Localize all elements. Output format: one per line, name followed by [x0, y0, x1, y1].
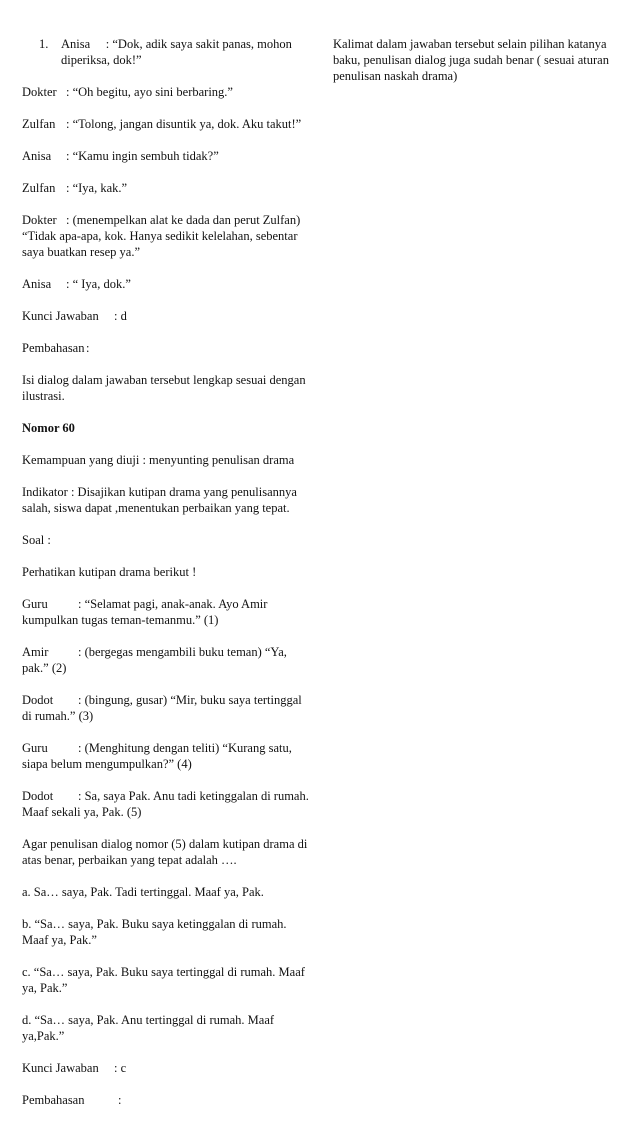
list-item-text	[61, 36, 314, 68]
speaker-name: Dodot	[22, 693, 54, 707]
dialog-text: : (bingung, gusar) “Mir, buku saya tertinggal di rumah.” (3)	[22, 693, 302, 723]
discussion-text: Isi dialog dalam jawaban tersebut lengkap sesuai dengan ilustrasi.	[22, 373, 306, 403]
drama-line	[22, 644, 314, 676]
dialog-text: : (menempelkan alat ke dada dan perut Zulfan) “Tidak apa-apa, kok. Hanya sedikit kelelahan, sebentar saya buatkan resep ya.”	[22, 213, 301, 259]
dialog-text: : “Iya, kak.”	[66, 181, 128, 195]
dialog-line	[22, 212, 314, 260]
option-b: b. “Sa… saya, Pak. Buku saya ketinggalan di rumah. Maaf ya, Pak.”	[22, 917, 287, 947]
drama-line	[22, 596, 314, 628]
discussion-colon: :	[86, 341, 90, 355]
option-d: d. “Sa… saya, Pak. Anu tertinggal di rumah. Maaf ya,Pak.”	[22, 1013, 275, 1043]
speaker-name: Dokter	[22, 85, 57, 99]
dialog-line	[22, 180, 314, 196]
section-heading: Nomor 60	[22, 421, 75, 435]
discussion-label: Pembahasan	[22, 341, 85, 355]
speaker-name: Amir	[22, 645, 49, 659]
question-label: Soal :	[22, 533, 51, 547]
list-item-line-1: Anisa : “Dok, adik saya sakit panas, mohon	[61, 37, 292, 51]
dialog-line	[22, 84, 314, 100]
answer-key	[22, 308, 314, 324]
speaker-name: Zulfan	[22, 181, 56, 195]
dialog-text: : “Oh begitu, ayo sini berbaring.”	[66, 85, 233, 99]
drama-line	[22, 692, 314, 724]
dialog-text: : (bergegas mengambili buku teman) “Ya, pak.” (2)	[22, 645, 287, 675]
speaker-name: Dodot	[22, 789, 54, 803]
dialog-text: : (Menghitung dengan teliti) “Kurang satu, siapa belum mengumpulkan?” (4)	[22, 741, 292, 771]
list-item-1	[39, 36, 314, 68]
option-c: c. “Sa… saya, Pak. Buku saya tertinggal di rumah. Maaf ya, Pak.”	[22, 965, 305, 995]
dialog-text: : “Kamu ingin sembuh tidak?”	[66, 149, 219, 163]
speaker-name: Zulfan	[22, 117, 56, 131]
drama-line	[22, 740, 314, 772]
drama-line	[22, 788, 314, 820]
list-item-line-2: diperiksa, dok!”	[61, 53, 142, 67]
speaker-name: Guru	[22, 597, 48, 611]
answer-key-label: Kunci Jawaban	[22, 309, 99, 323]
dialog-text: : Sa, saya Pak. Anu tadi ketinggalan di rumah. Maaf sekali ya, Pak. (5)	[22, 789, 309, 819]
instruction: Perhatikan kutipan drama berikut !	[22, 565, 197, 579]
dialog-line	[22, 276, 314, 292]
dialog-line	[22, 116, 314, 132]
speaker-name: Anisa	[22, 149, 52, 163]
answer-key-value: : d	[114, 309, 127, 323]
answer-key	[22, 1060, 314, 1076]
list-number: 1.	[39, 37, 49, 51]
discussion-label: Pembahasan	[22, 1093, 85, 1107]
discussion-heading	[22, 1092, 314, 1108]
answer-key-label: Kunci Jawaban	[22, 1061, 99, 1075]
dialog-line	[22, 148, 314, 164]
indicator: Indikator : Disajikan kutipan drama yang penulisannya salah, siswa dapat ,menentukan perbaikan yang tepat.	[22, 485, 297, 515]
discussion-heading	[22, 340, 314, 356]
left-column	[22, 36, 314, 1124]
discussion-colon: :	[118, 1093, 122, 1107]
right-column	[333, 36, 623, 100]
option-a: a. Sa… saya, Pak. Tadi tertinggal. Maaf ya, Pak.	[22, 885, 264, 899]
dialog-text: : “Tolong, jangan disuntik ya, dok. Aku takut!”	[66, 117, 302, 131]
speaker-name: Dokter	[22, 213, 57, 227]
dialog-text: : “ Iya, dok.”	[66, 277, 131, 291]
dialog-text: : “Selamat pagi, anak-anak. Ayo Amir kumpulkan tugas teman-temanmu.” (1)	[22, 597, 268, 627]
answer-key-value: : c	[114, 1061, 127, 1075]
ability-tested: Kemampuan yang diuji : menyunting penulisan drama	[22, 453, 295, 467]
speaker-name: Anisa	[22, 277, 52, 291]
discussion-text: Kalimat dalam jawaban tersebut selain pilihan katanya baku, penulisan dialog juga sudah benar ( sesuai aturan penulisan naskah drama)	[333, 37, 609, 83]
speaker-name: Guru	[22, 741, 48, 755]
question-text: Agar penulisan dialog nomor (5) dalam kutipan drama di atas benar, perbaikan yang tepat adalah ….	[22, 837, 308, 867]
